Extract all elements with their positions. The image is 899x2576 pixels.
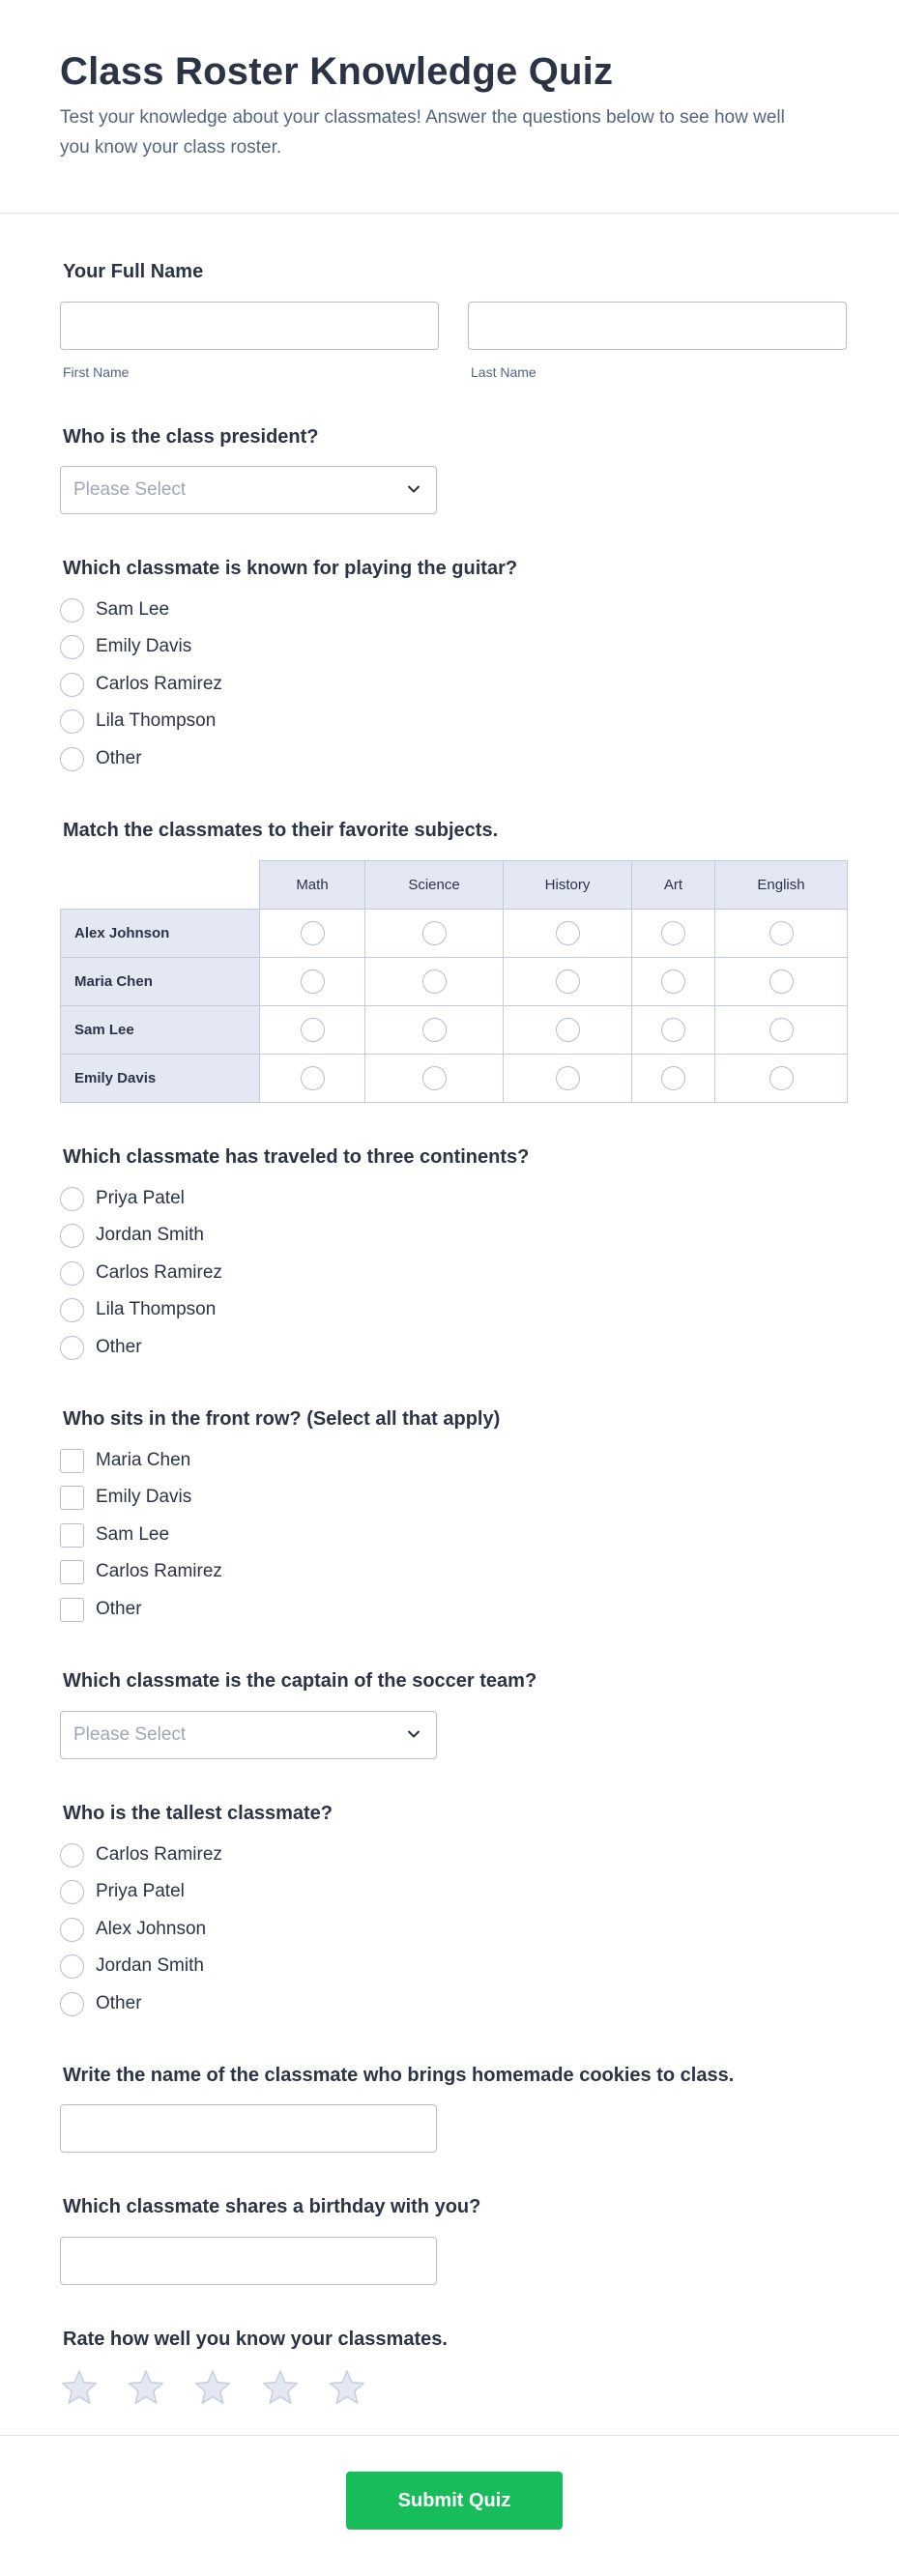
continents-option-label: Lila Thompson [96, 1299, 217, 1319]
matrix-cell [504, 910, 632, 958]
matrix-cell [632, 1006, 715, 1055]
star-icon[interactable] [261, 2368, 300, 2407]
matrix-column-header: History [504, 861, 632, 910]
radio-button[interactable] [422, 921, 447, 945]
president-select[interactable] [60, 466, 437, 514]
radio-button[interactable] [60, 598, 84, 622]
soccer-label: Which classmate is the captain of the soccer team? [63, 1670, 537, 1692]
tallest-option-label: Carlos Ramirez [96, 1844, 222, 1865]
tallest-option[interactable] [60, 1916, 466, 1943]
matrix-cell [632, 910, 715, 958]
front-row-option[interactable] [60, 1484, 466, 1511]
star-icon[interactable] [127, 2368, 165, 2407]
radio-button[interactable] [301, 921, 325, 945]
continents-label: Which classmate has traveled to three continents? [63, 1146, 530, 1168]
radio-button[interactable] [60, 1918, 84, 1942]
last-name-sublabel: Last Name [471, 364, 536, 380]
radio-button[interactable] [60, 1992, 84, 2016]
front-row-option-label: Maria Chen [96, 1450, 191, 1470]
continents-option-label: Jordan Smith [96, 1225, 204, 1245]
subjects-matrix [60, 860, 848, 1103]
matrix-cell [715, 958, 848, 1006]
president-label: Who is the class president? [63, 426, 319, 448]
radio-button[interactable] [661, 1066, 685, 1090]
radio-button[interactable] [769, 1066, 794, 1090]
matrix-column-header: Science [365, 861, 504, 910]
matrix-cell [260, 1055, 365, 1103]
matrix-cell [260, 1006, 365, 1055]
tallest-option-label: Alex Johnson [96, 1919, 207, 1939]
guitar-option-label: Carlos Ramirez [96, 674, 222, 694]
matrix-row-header: Sam Lee [61, 1006, 260, 1055]
chevron-down-icon [405, 480, 422, 498]
cookies-input[interactable] [60, 2104, 437, 2153]
matrix-cell [504, 1006, 632, 1055]
radio-button[interactable] [60, 1187, 84, 1211]
matrix-cell [365, 958, 504, 1006]
form-description: Test your knowledge about your classmates! Answer the questions below to see how well you know your class roster. [60, 107, 785, 158]
tallest-option[interactable] [60, 1990, 466, 2017]
radio-button[interactable] [60, 673, 84, 697]
radio-button[interactable] [661, 970, 685, 994]
last-name-input[interactable] [468, 302, 847, 350]
radio-button[interactable] [60, 1843, 84, 1867]
star-icon[interactable] [328, 2368, 366, 2407]
president-select-placeholder: Please Select [73, 479, 187, 500]
front-row-option[interactable] [60, 1596, 466, 1623]
tallest-option-label: Priya Patel [96, 1881, 185, 1901]
checkbox[interactable] [60, 1449, 84, 1473]
radio-button[interactable] [422, 1066, 447, 1090]
radio-button[interactable] [60, 635, 84, 659]
birthday-input[interactable] [60, 2237, 437, 2285]
continents-option[interactable] [60, 1259, 466, 1287]
continents-option-label: Priya Patel [96, 1188, 185, 1208]
checkbox[interactable] [60, 1486, 84, 1510]
first-name-sublabel: First Name [63, 364, 130, 380]
matrix-column-header: English [715, 861, 848, 910]
tallest-option[interactable] [60, 1841, 466, 1868]
matrix-cell [504, 958, 632, 1006]
footer-divider [0, 2435, 899, 2436]
matrix-cell [365, 1006, 504, 1055]
radio-button[interactable] [60, 1336, 84, 1360]
guitar-option[interactable] [60, 596, 466, 623]
radio-button[interactable] [556, 970, 580, 994]
form-title: Class Roster Knowledge Quiz [60, 50, 614, 93]
radio-button[interactable] [769, 970, 794, 994]
cookies-label: Write the name of the classmate who brings homemade cookies to class. [63, 2065, 735, 2086]
front-row-label: Who sits in the front row? (Select all that apply) [63, 1408, 501, 1430]
radio-button[interactable] [60, 1954, 84, 1979]
radio-button[interactable] [60, 1261, 84, 1286]
birthday-label: Which classmate shares a birthday with you? [63, 2196, 481, 2217]
radio-button[interactable] [301, 970, 325, 994]
matrix-column-header: Art [632, 861, 715, 910]
matrix-cell [260, 958, 365, 1006]
front-row-option[interactable] [60, 1558, 466, 1585]
radio-button[interactable] [301, 1066, 325, 1090]
tallest-label: Who is the tallest classmate? [63, 1803, 333, 1824]
radio-button[interactable] [661, 921, 685, 945]
first-name-input[interactable] [60, 302, 439, 350]
tallest-option-label: Other [96, 1993, 142, 2013]
matrix-row-header: Alex Johnson [61, 910, 260, 958]
front-row-option[interactable] [60, 1447, 466, 1474]
front-row-option-label: Sam Lee [96, 1524, 170, 1545]
radio-button[interactable] [661, 1018, 685, 1042]
guitar-option-label: Sam Lee [96, 599, 170, 620]
continents-option[interactable] [60, 1296, 466, 1323]
continents-option[interactable] [60, 1334, 466, 1361]
matrix-cell [260, 910, 365, 958]
radio-button[interactable] [422, 1018, 447, 1042]
matrix-corner [61, 861, 260, 910]
front-row-option-label: Other [96, 1599, 142, 1619]
radio-button[interactable] [422, 970, 447, 994]
front-row-option-label: Carlos Ramirez [96, 1561, 222, 1581]
continents-option[interactable] [60, 1222, 466, 1249]
guitar-option[interactable] [60, 633, 466, 660]
radio-button[interactable] [556, 1066, 580, 1090]
radio-button[interactable] [301, 1018, 325, 1042]
star-icon[interactable] [193, 2368, 232, 2407]
radio-button[interactable] [60, 709, 84, 734]
checkbox[interactable] [60, 1560, 84, 1584]
continents-option-label: Other [96, 1337, 142, 1357]
matrix-cell [632, 958, 715, 1006]
radio-button[interactable] [60, 747, 84, 771]
checkbox[interactable] [60, 1598, 84, 1622]
front-row-option[interactable] [60, 1521, 466, 1548]
tallest-option-label: Jordan Smith [96, 1955, 204, 1976]
radio-button[interactable] [60, 1880, 84, 1904]
matrix-cell [365, 1055, 504, 1103]
guitar-option[interactable] [60, 671, 466, 698]
matrix-column-header: Math [260, 861, 365, 910]
guitar-option[interactable] [60, 745, 466, 772]
soccer-select-placeholder: Please Select [73, 1724, 187, 1745]
checkbox[interactable] [60, 1523, 84, 1548]
form-header [0, 0, 899, 214]
radio-button[interactable] [769, 1018, 794, 1042]
matrix-cell [715, 1055, 848, 1103]
guitar-label: Which classmate is known for playing the guitar? [63, 558, 518, 579]
soccer-select[interactable] [60, 1711, 437, 1759]
radio-button[interactable] [556, 921, 580, 945]
matrix-cell [504, 1055, 632, 1103]
submit-button[interactable]: Submit Quiz [346, 2472, 563, 2530]
matrix-row-header: Maria Chen [61, 958, 260, 1006]
guitar-option-label: Other [96, 748, 142, 768]
radio-button[interactable] [556, 1018, 580, 1042]
chevron-down-icon [405, 1725, 422, 1743]
full-name-label: Your Full Name [63, 261, 204, 282]
subjects-label: Match the classmates to their favorite subjects. [63, 820, 499, 841]
radio-button[interactable] [60, 1298, 84, 1322]
matrix-cell [715, 1006, 848, 1055]
radio-button[interactable] [60, 1224, 84, 1248]
guitar-option[interactable] [60, 708, 466, 735]
continents-option[interactable] [60, 1185, 466, 1212]
tallest-option[interactable] [60, 1953, 466, 1980]
guitar-option-label: Emily Davis [96, 636, 192, 656]
guitar-option-label: Lila Thompson [96, 710, 217, 731]
front-row-option-label: Emily Davis [96, 1487, 192, 1507]
radio-button[interactable] [769, 921, 794, 945]
tallest-option[interactable] [60, 1878, 466, 1905]
continents-option-label: Carlos Ramirez [96, 1262, 222, 1283]
matrix-row-header: Emily Davis [61, 1055, 260, 1103]
star-icon[interactable] [60, 2368, 99, 2407]
matrix-cell [632, 1055, 715, 1103]
matrix-cell [365, 910, 504, 958]
matrix-cell [715, 910, 848, 958]
rating-label: Rate how well you know your classmates. [63, 2329, 448, 2350]
